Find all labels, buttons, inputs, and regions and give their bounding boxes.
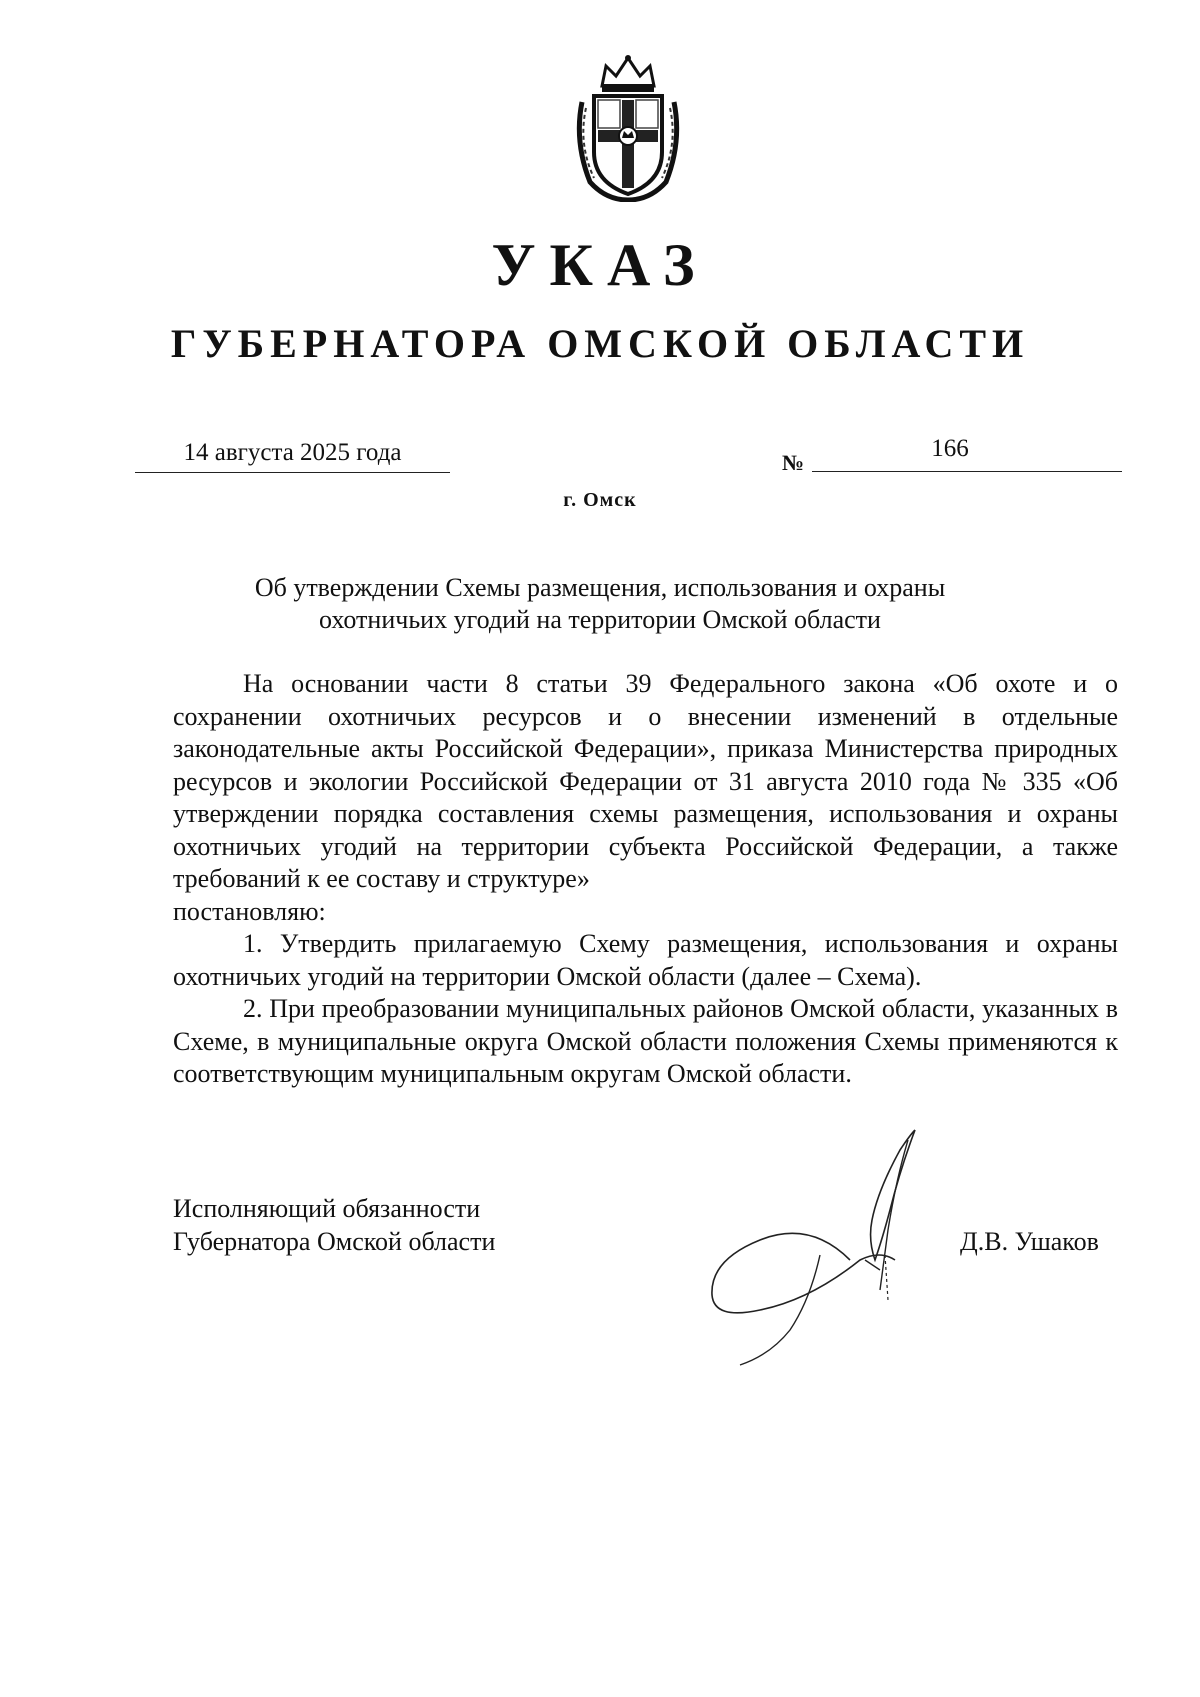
document-heading	[170, 572, 1030, 636]
signer-name: Д.В. Ушаков	[960, 1227, 1099, 1256]
document-date: 14 августа 2025 года	[183, 439, 402, 466]
document-title: УКАЗ	[491, 232, 709, 298]
number-underline	[812, 471, 1122, 472]
handwritten-signature	[700, 1110, 1000, 1370]
decree-item-2: 2. При преобразовании муниципальных районов Омской области, указанных в Схеме, в муниципальные округа Омской области положения Схемы применяются к соответствующим муниципальным округам Омской области.	[173, 994, 1118, 1088]
document-subtitle: ГУБЕРНАТОРА ОМСКОЙ ОБЛАСТИ	[170, 321, 1030, 366]
document-body	[173, 668, 1118, 1091]
coat-of-arms-emblem	[572, 52, 684, 202]
decree-word: постановляю:	[173, 896, 326, 926]
signer-position	[173, 1192, 495, 1258]
decree-item-1: 1. Утвердить прилагаемую Схему размещения, использования и охраны охотничьих угодий на территории Омской области (далее – Схема).	[173, 929, 1118, 991]
date-underline	[135, 472, 450, 473]
heading-line: охотничьих угодий на территории Омской области	[319, 605, 881, 634]
signer-position-line: Губернатора Омской области	[173, 1227, 496, 1256]
number-sign: №	[782, 450, 805, 475]
signer-position-line: Исполняющий обязанности	[173, 1194, 481, 1223]
document-number: 166	[931, 435, 969, 462]
heading-line: Об утверждении Схемы размещения, использования и охраны	[254, 573, 946, 602]
preamble-paragraph: На основании части 8 статьи 39 Федерального закона «Об охоте и о сохранении охотничьих ресурсов и о внесении изменений в отдельные законодательные акты Российской Федерации», приказа Министерства природных ресурсов и экологии Российской Федерации от 31 августа 2010 года № 335 «Об утверждении порядка составления схемы размещения, использования и охраны охотничьих угодий на территории субъекта Российской Федерации, а также требований к ее составу и структуре»	[173, 669, 1118, 893]
document-city: г. Омск	[563, 489, 637, 511]
